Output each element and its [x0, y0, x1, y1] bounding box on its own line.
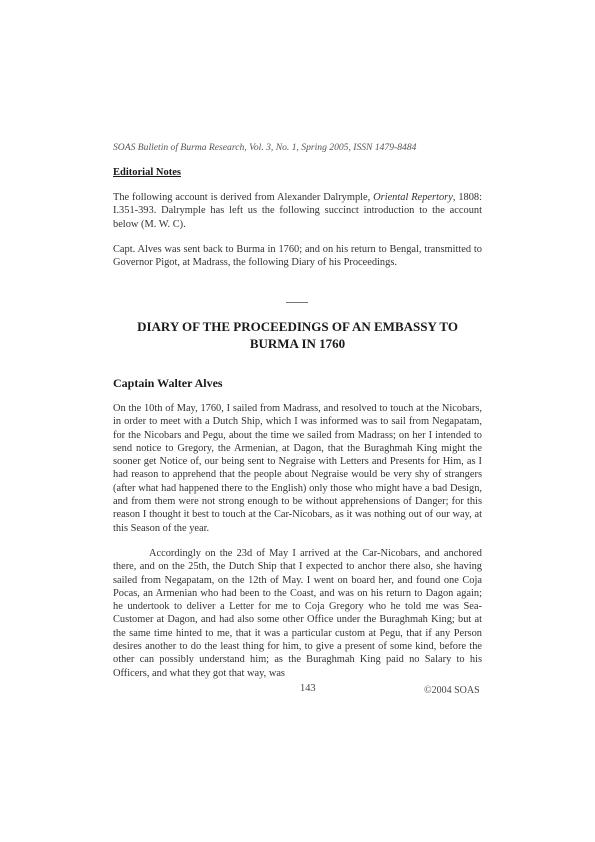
body-paragraph-1: On the 10th of May, 1760, I sailed from Madrass, and resolved to touch at the Nicobars, in order to meet with a Dutch Ship, which I was informed was to sail from Negapatam, for the Nicobars and Pegu, about the time we sailed from Madrass; on her I intended to send notice to Gregory, the Armenian, at Dagon, that the Buraghmah King might the sooner get Notice of, our being sent to Negraise with Letters and Presents for Him, as I had reason to apprehend that the people about Negraise would be very shy of strangers (after what had happened there to the English) only those who might have a bad Design, and from them were not strong enough to be without apprehensions of Danger; for this reason I thought it best to touch at the Car-Nicobars, as it was nothing out of our way, at this Season of the year. [113, 403, 482, 534]
author-name: Captain Walter Alves [113, 376, 223, 390]
editorial-notes-heading: Editorial Notes [113, 167, 181, 178]
journal-citation: SOAS Bulletin of Burma Research, Vol. 3, No. 1, Spring 2005, ISSN 1479-8484 [113, 142, 417, 153]
editorial-capt-paragraph: Capt. Alves was sent back to Burma in 1760; and on his return to Bengal, transmitted to Governor Pigot, at Madrass, the following Diary of his Proceedings. [113, 244, 482, 269]
source-title: Oriental Repertory [373, 192, 453, 203]
page-number: 143 [300, 683, 316, 694]
body-paragraph-2: Accordingly on the 23d of May I arrived at the Car-Nicobars, and anchored there, and on the 25th, the Dutch Ship that I expected to anchor there also, she having sailed from Negapatam, on the 12th of May. I went on board her, and found one Coja Pocas, an Armenian who had been to the Coast, and was on his return to Dagon again; he undertook to deliver a Letter for me to Coja Gregory who he told me was Sea-Customer at Dagon, and had also some other Office under the Buraghmah King; but at the same time hinted to me, that it was a particular custom at Pegu, that if any Person desires another to do the least thing for him, to give a present of some kind, before the other can possibly understand him; as the Buraghmah King paid no Salary to his Officers, and what they got that way, was [113, 548, 482, 679]
copyright-notice: ©2004 SOAS [424, 685, 480, 696]
article-title: DIARY OF THE PROCEEDINGS OF AN EMBASSY TO BURMA IN 1760 [137, 319, 458, 351]
intro-text-start: The following account is derived from Alexander Dalrymple, [113, 192, 374, 203]
intro-text-end: , 1808: I.351-393. Dalrymple has left us the following succinct introduction to the account below (M. W. C). [113, 192, 482, 230]
editorial-intro-paragraph [113, 191, 482, 231]
section-divider [286, 302, 308, 303]
